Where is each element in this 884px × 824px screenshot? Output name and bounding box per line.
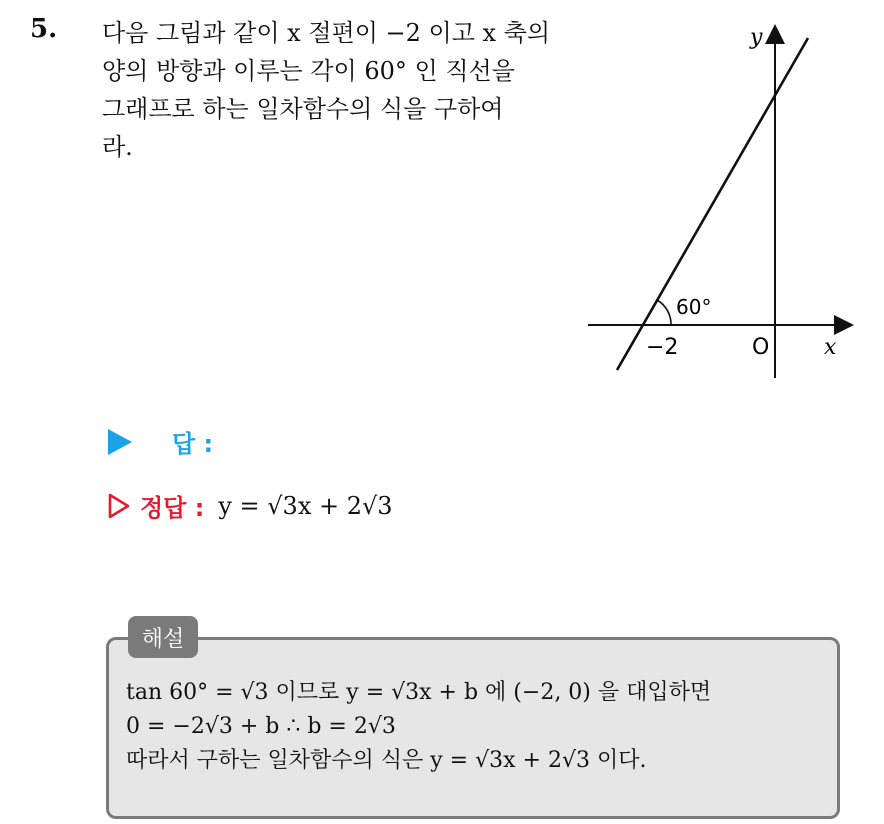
outline-triangle-icon: [108, 493, 130, 519]
play-triangle-icon: [108, 429, 132, 455]
x-axis-label: x: [824, 335, 837, 360]
correct-answer-row: [108, 488, 393, 523]
angle-arc: [657, 300, 671, 325]
question-line: 그래프로 하는 일차함수의 식을 구하여: [102, 95, 504, 123]
question-text: [102, 14, 572, 166]
question-line: 다음 그림과 같이 x 절편이 −2 이고 x 축의: [102, 19, 551, 47]
intercept-label: −2: [646, 335, 679, 360]
answer-row: [108, 424, 213, 459]
answer-label: 답 :: [172, 430, 214, 458]
angle-label: 60°: [676, 295, 712, 319]
correct-value: y = √3x + 2√3: [218, 491, 393, 520]
explanation-line: tan 60° = √3 이므로 y = √3x + b 에 (−2, 0) 을 대입하면: [126, 680, 712, 705]
question-line: 양의 방향과 이루는 각이 60° 인 직선을: [102, 57, 515, 85]
line-graph: [580, 20, 860, 380]
y-axis-label: y: [750, 25, 763, 50]
explanation-tab: 해설: [128, 616, 198, 658]
explanation-text: [126, 676, 711, 778]
question-line: 라.: [102, 133, 133, 161]
graph-line: [617, 38, 808, 370]
correct-label: 정답 :: [140, 494, 205, 522]
explanation-line: 따라서 구하는 일차함수의 식은 y = √3x + 2√3 이다.: [126, 748, 647, 773]
origin-label: O: [752, 335, 770, 360]
problem-number: 5.: [30, 14, 58, 44]
explanation-line: 0 = −2√3 + b ∴ b = 2√3: [126, 714, 396, 739]
